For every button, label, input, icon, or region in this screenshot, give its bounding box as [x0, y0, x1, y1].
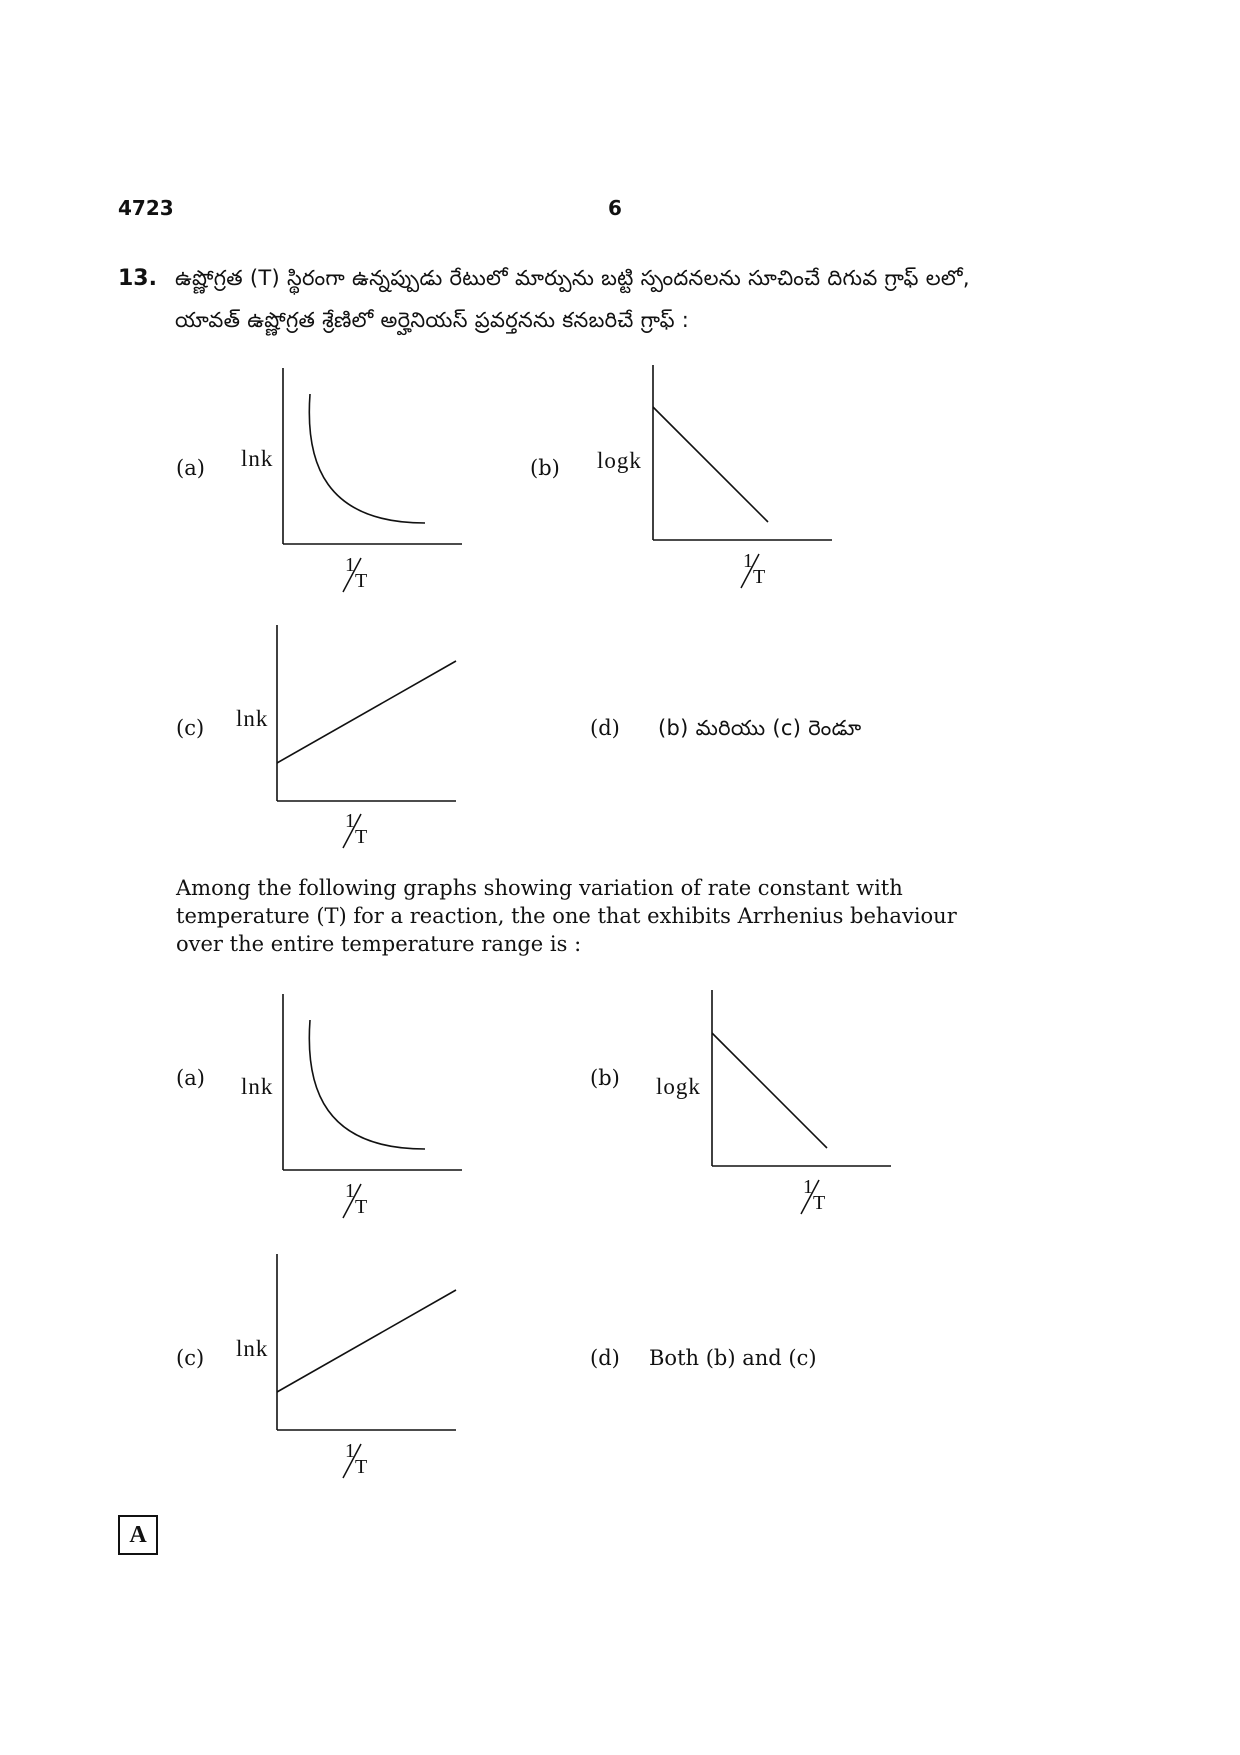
- graph-b-ylabel: logk: [597, 448, 642, 473]
- graph-a-en-ylabel: lnk: [241, 1074, 274, 1099]
- question-telugu-line-1: ఉష్ణోగ్రత (T) స్థిరంగా ఉన్నప్పుడు రేటులో మార్పును బట్టి స్పందనలను సూచించే దిగువ గ్రాఫ్ లలో,: [175, 266, 970, 290]
- graph-a-curve: [309, 394, 425, 523]
- option-a-label-en: (a): [176, 1066, 205, 1090]
- series-badge: A: [118, 1515, 158, 1555]
- option-c-label: (c): [176, 716, 205, 740]
- option-b-label-en: (b): [590, 1066, 620, 1090]
- graph-b-en-ylabel: logk: [656, 1074, 701, 1099]
- graph-b-en-plot: [709, 990, 894, 1170]
- paper-code: 4723: [118, 196, 174, 220]
- option-d-text-telugu: (b) మరియు (c) రెండూ: [658, 716, 862, 740]
- graph-c-plot: [274, 625, 459, 805]
- page-number: 6: [608, 196, 622, 220]
- graph-c-line: [277, 661, 456, 763]
- graph-c-en-plot: [274, 1254, 459, 1434]
- option-d-label-en: (d): [590, 1346, 620, 1370]
- graph-a-xlabel: 1 T: [345, 554, 368, 592]
- graph-b-en-line: [712, 1033, 827, 1148]
- graph-a-en-curve: [309, 1020, 425, 1149]
- question-telugu-line-2: యావత్ ఉష్ణోగ్రత శ్రేణిలో అర్హెనియస్ ప్రవర్తనను కనబరిచే గ్రాఫ్ :: [175, 308, 690, 332]
- graph-a-en-xlabel: 1 T: [345, 1180, 368, 1218]
- graph-c-en-ylabel: lnk: [236, 1336, 269, 1361]
- graph-b-en-xlabel: 1 T: [803, 1176, 826, 1214]
- option-d-label: (d): [590, 716, 620, 740]
- question-english-line-1: Among the following graphs showing variation of rate constant with: [176, 876, 903, 900]
- question-english-line-2: temperature (T) for a reaction, the one that exhibits Arrhenius behaviour: [176, 904, 957, 928]
- graph-c-xlabel: 1 T: [345, 810, 368, 848]
- graph-b-line: [653, 407, 768, 522]
- question-english: [176, 874, 1062, 958]
- question-english-line-3: over the entire temperature range is :: [176, 932, 582, 956]
- graph-c-en-xlabel: 1 T: [345, 1440, 368, 1478]
- option-c-label-en: (c): [176, 1346, 205, 1370]
- option-a-label: (a): [176, 456, 205, 480]
- graph-b-plot: [650, 365, 835, 545]
- graph-c-ylabel: lnk: [236, 706, 269, 731]
- graph-c-en-line: [277, 1290, 456, 1392]
- graph-a-en-plot: [280, 994, 465, 1174]
- option-b-label: (b): [530, 456, 560, 480]
- graph-a-plot: [280, 368, 465, 548]
- graph-a-ylabel: lnk: [241, 446, 274, 471]
- option-d-text-english: Both (b) and (c): [649, 1346, 817, 1370]
- question-number: 13.: [118, 266, 157, 291]
- graph-b-xlabel: 1 T: [743, 550, 766, 588]
